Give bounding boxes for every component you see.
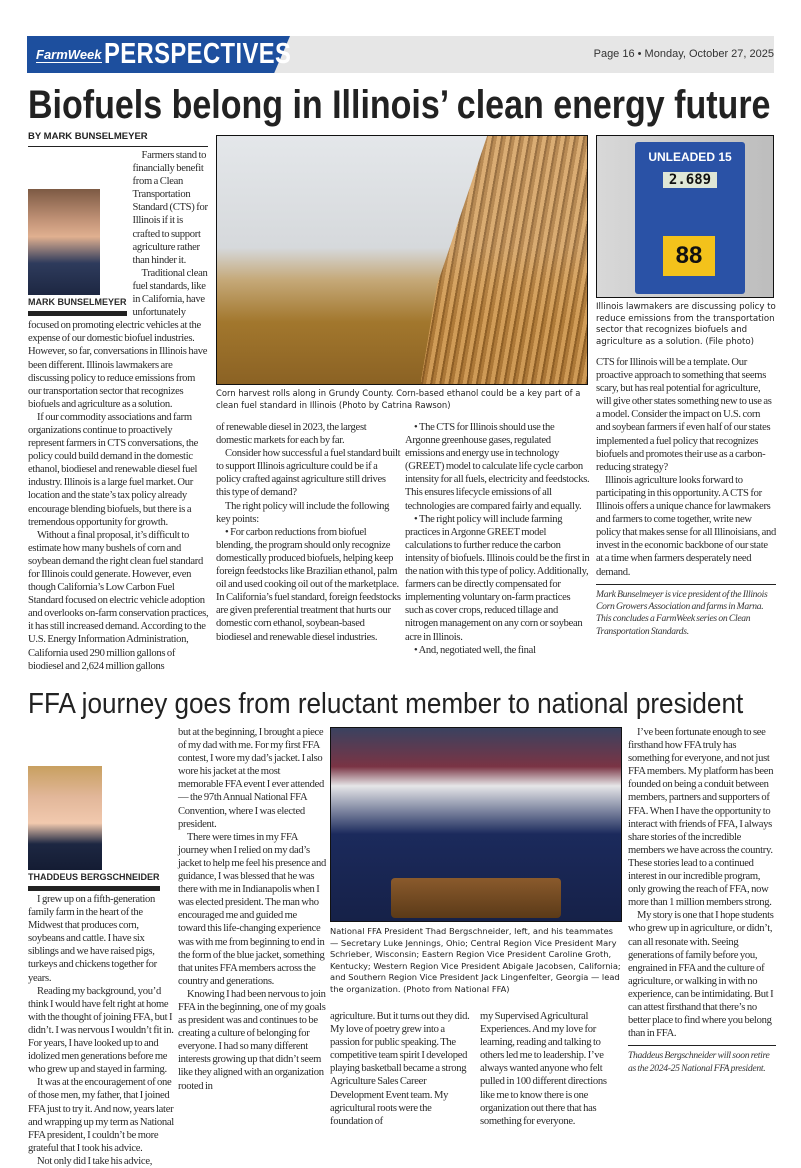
article1-headline: Biofuels belong in Illinois’ clean energy future (28, 83, 771, 127)
ffa-photo-caption: National FFA President Thad Bergschneider, left, and his teammates — Secretary Luke Jennings, Ohio; Central Region Vice President Mary Schrieber, Wisconsin; Eastern Region Vice President Caroline Groth, Kentucky; Western Region Vice President Abigale Jacobsen, California; and Southern Region Vice President Jack Lingenfelter, Georgia — lead the organization. (Photo from National FFA) (330, 926, 621, 994)
article1-column-4 (596, 356, 776, 638)
author-name: MARK BUNSELMEYER (28, 297, 127, 316)
body-paragraph: • The right policy will include farming practices in Argonne GREET model calculations to further reduce the carbon intensity of biofuels. Illinois could be the first in the nation with this type of policy. Additionally, farmers can be directly compensated for implementing voluntary on-farm practices such as cover crops, reduced tillage and nitrogen management on any corn or soybean acre in Illinois. (405, 513, 590, 643)
pump-label: UNLEADED 15 (648, 150, 732, 164)
body-paragraph: Traditional clean fuel standards, like in California, have unfortunately focused on promoting electric vehicles at the expense of our domestic biofuel industries. However, so far, conversations in Illinois have been different. Illinois lawmakers are discussing policy to reduce emissions from our transportation sector that recognizes biofuels and agriculture as a solution. (28, 267, 208, 410)
author-name: THADDEUS BERGSCHNEIDER (28, 872, 160, 891)
article2-author-bio: Thaddeus Bergschneider will soon retire as the 2024-25 National FFA president. (628, 1045, 776, 1075)
article1-author-bio: Mark Bunselmeyer is vice president of the Illinois Corn Growers Association and farms in Marna. This concludes a FarmWeek series on Clean Transportation Standards. (596, 584, 776, 639)
article2-column-3 (330, 1010, 474, 1128)
article2-headline: FFA journey goes from reluctant member to national president (28, 688, 744, 720)
article2-column-1 (28, 726, 174, 1168)
article1-byline: BY MARK BUNSELMEYER (28, 131, 208, 147)
author-headshot (28, 189, 127, 316)
body-paragraph: • And, negotiated well, the final (414, 644, 536, 656)
article1-column-2 (216, 421, 401, 644)
author-headshot (28, 766, 160, 891)
pump-price: 2.689 (663, 172, 717, 188)
body-paragraph: of renewable diesel in 2023, the largest domestic markets for each by far. (216, 422, 367, 447)
body-paragraph: Without a final proposal, it’s difficult to estimate how many bushels of corn and soybean demand the right clean fuel standard for Illinois could generate. However, even though California’s Low Carbon Fuel Standard focused on electric vehicle adoption and overlooks on-farm conservation practices, it has still increased demand. According to the U.S. Energy Information Administration, California used 290 million gallons of biodiesel and 2,624 million gallons (28, 529, 209, 672)
body-paragraph: • For carbon reductions from biofuel blending, the program should only recognize domestically produced biofuels, helping keep foreign feedstocks like Brazilian ethanol, palm oil and used cooking oil out of the marketplace. In California’s fuel standard, foreign feedstocks are given preferential treatment that hurts our domestic corn ethanol, soybean-based biodiesel and renewable diesel industries. (216, 526, 401, 643)
octane-badge: 88 (663, 236, 715, 276)
author-photo (28, 766, 102, 870)
body-paragraph: agriculture. But it turns out they did. My love of poetry grew into a passion for public speaking. The competitive team spirit I developed playing basketball became a strong Agriculture Sales Career Development Event team. My agricultural roots were the foundation of (330, 1011, 470, 1127)
author-photo (28, 189, 100, 295)
article1-column-3 (405, 421, 590, 657)
body-paragraph: Not only did I take his advice, (37, 1155, 153, 1167)
section-title: PERSPECTIVES (104, 38, 292, 70)
body-paragraph: Illinois agriculture looks forward to participating in this opportunity. A CTS for Illinois offers a unique chance for lawmakers and farmers to come together, write new policy that makes sense for all Illinoisians, and invest in the economic backbone of our state at a time when farmers desperately need demand. (596, 474, 776, 578)
ffa-officers-photo (330, 727, 622, 922)
page-dateline: Page 16 • Monday, October 27, 2025 (593, 48, 774, 60)
article2-column-5 (628, 726, 776, 1075)
body-paragraph: CTS for Illinois will be a template. Our proactive approach to something that seems scary, but has real potential for agriculture, will give other states something new to use as a model. Consider the impact on U.S. corn and soybean farmers if even half of our states implemented a fuel policy that recognizes biofuels and promotes their use as a carbon-reducing strategy? (596, 357, 772, 473)
body-paragraph: I grew up on a fifth-generation family farm in the heart of the Midwest that produces corn, soybeans and cattle. I have six siblings and we have raised pigs, turkeys and chickens together for years. (28, 894, 157, 984)
corn-photo-caption: Corn harvest rolls along in Grundy County. Corn-based ethanol could be a key part of a clean fuel standard in Illinois (Photo by Catrina Rawson) (216, 388, 581, 410)
body-paragraph: my Supervised Agricultural Experiences. And my love for learning, reading and talking to others led me to leadership. I’ve always wanted anyone who felt pulled in 100 different directions like me to know there is one organization out there that has something for everyone. (480, 1011, 607, 1127)
body-paragraph: There were times in my FFA journey when I relied on my dad’s jacket to help me feel his presence and guidance, I was blessed that he was there with me in Indianapolis when I was elected president. The man who encouraged me and guided me toward this life-changing experience was with me from beginning to end in the form of the blue jacket, something that unites FFA members across the country and generations. (178, 831, 326, 987)
body-paragraph: The right policy will include the following key points: (216, 500, 390, 525)
corn-harvest-photo (216, 135, 588, 385)
gas-pump-photo (596, 135, 774, 298)
body-paragraph: It was at the encouragement of one of those men, my father, that I joined FFA just to try it. And now, years later and wrapping up my term as National FFA president, I couldn’t be more grateful that I took his advice. (28, 1077, 174, 1154)
body-paragraph: My story is one that I hope students who grew up in agriculture, or didn’t, can all resonate with. Seeing generations of family before you, engrained in FFA and the culture of agriculture, or walking in with no experience, can be intimidating. But I can attest firsthand that there’s no better place to find where you belong than in FFA. (628, 910, 774, 1040)
body-paragraph: Reading my background, you’d think I would have felt right at home with the thought of joining FFA, but I didn’t. I was nervous I wouldn’t fit in. For years, I have looked up to and idolized men generations before me who grew up and stayed in farming. (28, 985, 174, 1076)
farmweek-logo: FarmWeek (36, 47, 102, 62)
body-paragraph: Knowing I had been nervous to join FFA in the beginning, one of my goals as president was and continues to be creating a culture of belonging for everyone. I had so many different interests growing up that didn’t seem like they aligned with an organization rooted in (178, 988, 326, 1092)
article2-column-4 (480, 1010, 622, 1128)
body-paragraph: I’ve been fortunate enough to see firsthand how FFA truly has something for everyone, and not just FFA members. My platform has been founded on being a conduit between members, partners and supporters of FFA. When I have the opportunity to interact with friends of FFA, I always share stories of the incredible members we have across the country. These stories lead to a continued interest in our incredible program, only growing the reach of FFA, now more than 1 million members strong. (628, 727, 774, 909)
body-paragraph: • The CTS for Illinois should use the Argonne greenhouse gases, regulated emissions and energy use in technology (GREET) model to calculate life cycle carbon intensity for all fuels, electricity and feedstocks. This ensures lifecycle emissions of all technologies are compared fairly and equally. (405, 422, 590, 512)
body-paragraph: If our commodity associations and farm organizations continue to proactively represent farmers in CTS conversations, the policy could build demand in the domestic ethanol, biodiesel and renewable diesel fuel industry. Illinois is a large fuel market. Our location and the state’s tax policy already encourage blending biofuels, but there is a tremendous opportunity for growth. (28, 411, 199, 528)
article2-column-2 (178, 726, 326, 1093)
body-paragraph: but at the beginning, I brought a piece of my dad with me. For my first FFA contest, I wore my dad’s jacket. I also wore his jacket at the most memorable FFA event I ever attended — the 97th Annual National FFA Convention, where I was elected president. (178, 727, 325, 830)
article1-column-1 (28, 149, 210, 673)
body-paragraph: Farmers stand to financially benefit from a Clean Transportation Standard (CTS) for Illinois if it is crafted to support agriculture rather than hinder it. (132, 150, 208, 266)
pump-photo-caption: Illinois lawmakers are discussing policy to reduce emissions from the transportation sector that recognizes biofuels and agriculture as a solution. (File photo) (596, 302, 776, 347)
body-paragraph: Consider how successful a fuel standard built to support Illinois agriculture could be if a policy crafted against agriculture still drives this type of demand? (216, 448, 401, 499)
